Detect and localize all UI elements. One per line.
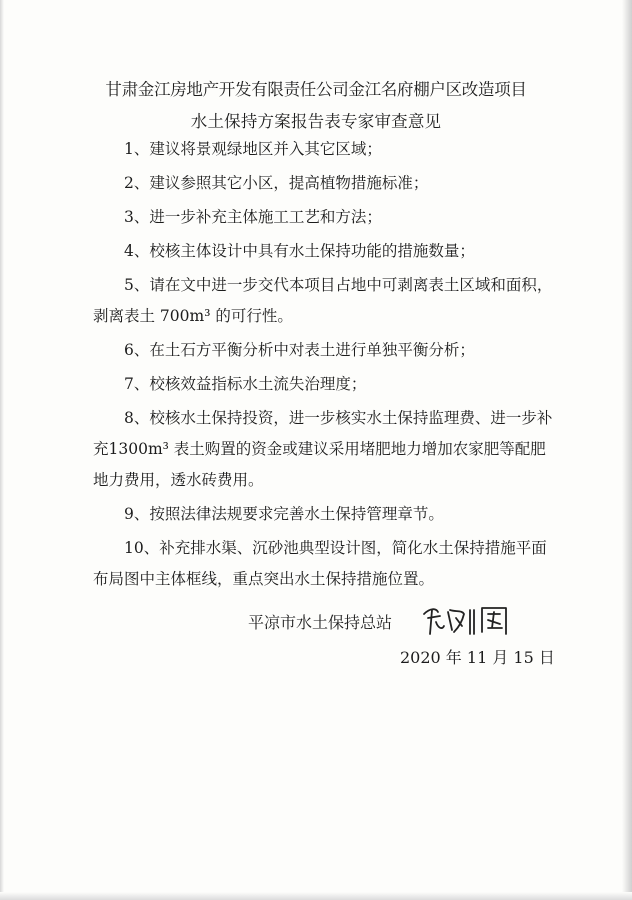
opinion-item-9: 9、按照法律法规要求完善水土保持管理章节。: [124, 505, 444, 523]
document-date: 2020 年 11 月 15 日: [400, 648, 555, 667]
opinion-item-4: 4、校核主体设计中具有水土保持功能的措施数量；: [124, 242, 475, 260]
scan-edge-right: [622, 0, 632, 900]
opinion-item-1: 1、建议将景观绿地区并入其它区域；: [124, 140, 382, 158]
opinion-list: [93, 134, 553, 598]
opinion-item-2: 2、建议参照其它小区，提高植物措施标准；: [124, 174, 429, 192]
scan-edge-left: [0, 0, 4, 900]
document-title-line1: 甘肃金江房地产开发有限责任公司金江名府棚户区改造项目: [105, 80, 527, 99]
document-title-line2: 水土保持方案报告表专家审查意见: [190, 112, 442, 131]
scan-edge-bottom: [0, 892, 632, 900]
issuing-organization: 平凉市水土保持总站: [248, 613, 393, 632]
opinion-item-10: 10、补充排水渠、沉砂池典型设计图，简化水土保持措施平面布局图中主体框线，重点突出水土保持措施位置。: [93, 539, 547, 588]
opinion-item-7: 7、校核效益指标水土流失治理度；: [124, 375, 367, 393]
opinion-item-8: 8、校核水土保持投资，进一步核实水土保持监理费、进一步补充1300m³ 表土购置的资金或建议采用堵肥地力增加农家肥等配肥地力费用，透水砖费用。: [93, 409, 553, 489]
handwritten-signature: [418, 600, 518, 640]
opinion-item-5: 5、请在文中进一步交代本项目占地中可剥离表土区域和面积，剥离表土 700m³ 的可行性。: [93, 276, 553, 325]
opinion-item-6: 6、在土石方平衡分析中对表土进行单独平衡分析；: [124, 341, 475, 359]
opinion-item-3: 3、进一步补充主体施工工艺和方法；: [124, 208, 382, 226]
